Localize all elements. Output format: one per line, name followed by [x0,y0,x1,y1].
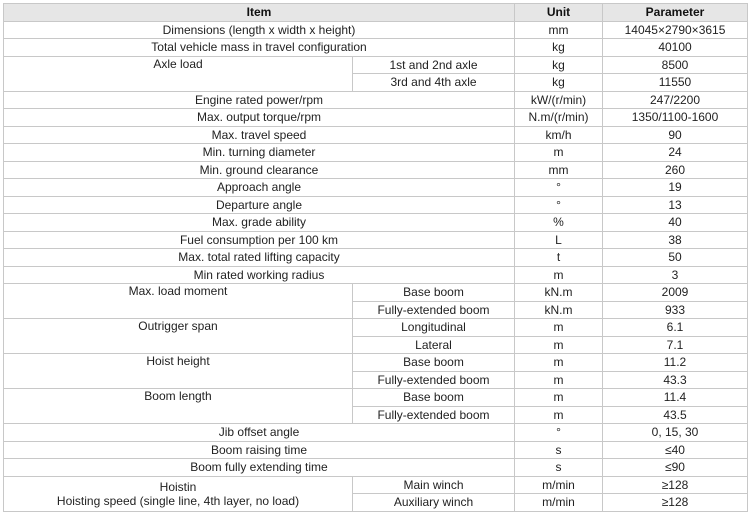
row-value: 11550 [603,74,748,92]
row-unit: mm [515,21,603,39]
row-value: 19 [603,179,748,197]
row-unit: m [515,144,603,162]
row-unit: s [515,441,603,459]
row-value: 247/2200 [603,91,748,109]
row-label: Max. travel speed [4,126,515,144]
table-row [4,319,748,337]
row-sub-label: 1st and 2nd axle [353,56,515,74]
row-sub-label: Fully-extended boom [353,406,515,424]
row-value: 13 [603,196,748,214]
row-value: ≤90 [603,459,748,477]
row-unit: kW/(r/min) [515,91,603,109]
row-unit: kN.m [515,301,603,319]
row-value: 50 [603,249,748,267]
row-unit: N.m/(r/min) [515,109,603,127]
hoisting-label-line2: Hoisting speed (single line, 4th layer, no load) [56,493,300,508]
hoisting-label-line1: Hoistin [159,479,197,494]
row-value: 14045×2790×3615 [603,21,748,39]
row-unit: kN.m [515,284,603,302]
row-sub-label: Base boom [353,354,515,372]
table-row [4,144,748,162]
header-unit: Unit [515,4,603,22]
row-value: 260 [603,161,748,179]
table-row [4,266,748,284]
table-row [4,56,748,74]
row-label: Boom raising time [4,441,515,459]
row-unit: ° [515,179,603,197]
table-row [4,459,748,477]
table-row [4,424,748,442]
row-value: 90 [603,126,748,144]
row-value: 11.4 [603,389,748,407]
row-label: Approach angle [4,179,515,197]
row-sub-label: Longitudinal [353,319,515,337]
row-unit: s [515,459,603,477]
header-row [4,4,748,22]
table-row [4,231,748,249]
row-label: Min rated working radius [4,266,515,284]
row-label: Jib offset angle [4,424,515,442]
row-value: 40 [603,214,748,232]
row-label: Total vehicle mass in travel configuration [4,39,515,57]
row-value: 43.3 [603,371,748,389]
row-value: 3 [603,266,748,284]
row-unit: m [515,354,603,372]
row-value: 40100 [603,39,748,57]
row-label: Max. grade ability [4,214,515,232]
table-row [4,441,748,459]
row-sub-label: Fully-extended boom [353,371,515,389]
table-row [4,179,748,197]
row-unit: m [515,406,603,424]
row-value: 2009 [603,284,748,302]
table-row [4,249,748,267]
table-row [4,126,748,144]
row-unit: ° [515,424,603,442]
row-unit: m [515,371,603,389]
table-row [4,389,748,407]
row-value: 8500 [603,56,748,74]
row-unit: L [515,231,603,249]
table-row [4,476,748,494]
table-row [4,109,748,127]
row-value: 0, 15, 30 [603,424,748,442]
row-sub-label: Lateral [353,336,515,354]
table-row [4,161,748,179]
table-row [4,21,748,39]
table-row [4,91,748,109]
spec-table [3,3,748,512]
row-unit: m/min [515,476,603,494]
row-label: Min. ground clearance [4,161,515,179]
row-label: Dimensions (length x width x height) [4,21,515,39]
row-group-label: Outrigger span [4,319,353,354]
header-parameter: Parameter [603,4,748,22]
row-sub-label: Main winch [353,476,515,494]
row-unit: mm [515,161,603,179]
row-label: Departure angle [4,196,515,214]
row-unit: kg [515,74,603,92]
row-label: Boom fully extending time [4,459,515,477]
row-value: 6.1 [603,319,748,337]
row-label: Max. total rated lifting capacity [4,249,515,267]
row-value: 11.2 [603,354,748,372]
row-unit: t [515,249,603,267]
row-value: 933 [603,301,748,319]
row-sub-label: Base boom [353,284,515,302]
row-unit: m [515,389,603,407]
row-unit: kg [515,39,603,57]
row-sub-label: 3rd and 4th axle [353,74,515,92]
row-value: ≤40 [603,441,748,459]
header-item: Item [4,4,515,22]
row-label: Min. turning diameter [4,144,515,162]
row-group-label: Hoist height [4,354,353,389]
row-unit: m/min [515,494,603,512]
row-sub-label: Base boom [353,389,515,407]
row-unit: km/h [515,126,603,144]
row-group-label: Axle load [4,56,353,91]
row-unit: m [515,319,603,337]
row-value: 7.1 [603,336,748,354]
row-unit: m [515,266,603,284]
row-value: 43.5 [603,406,748,424]
row-value: 38 [603,231,748,249]
row-group-label [4,476,353,511]
table-row [4,354,748,372]
row-value: 24 [603,144,748,162]
row-label: Engine rated power/rpm [4,91,515,109]
table-row [4,214,748,232]
row-value: ≥128 [603,494,748,512]
row-group-label: Boom length [4,389,353,424]
row-unit: ° [515,196,603,214]
table-row [4,39,748,57]
row-unit: m [515,336,603,354]
row-label: Max. output torque/rpm [4,109,515,127]
row-sub-label: Auxiliary winch [353,494,515,512]
row-unit: kg [515,56,603,74]
row-sub-label: Fully-extended boom [353,301,515,319]
row-value: 1350/1100-1600 [603,109,748,127]
row-label: Fuel consumption per 100 km [4,231,515,249]
row-value: ≥128 [603,476,748,494]
table-row [4,284,748,302]
row-group-label: Max. load moment [4,284,353,319]
row-unit: % [515,214,603,232]
table-row [4,196,748,214]
